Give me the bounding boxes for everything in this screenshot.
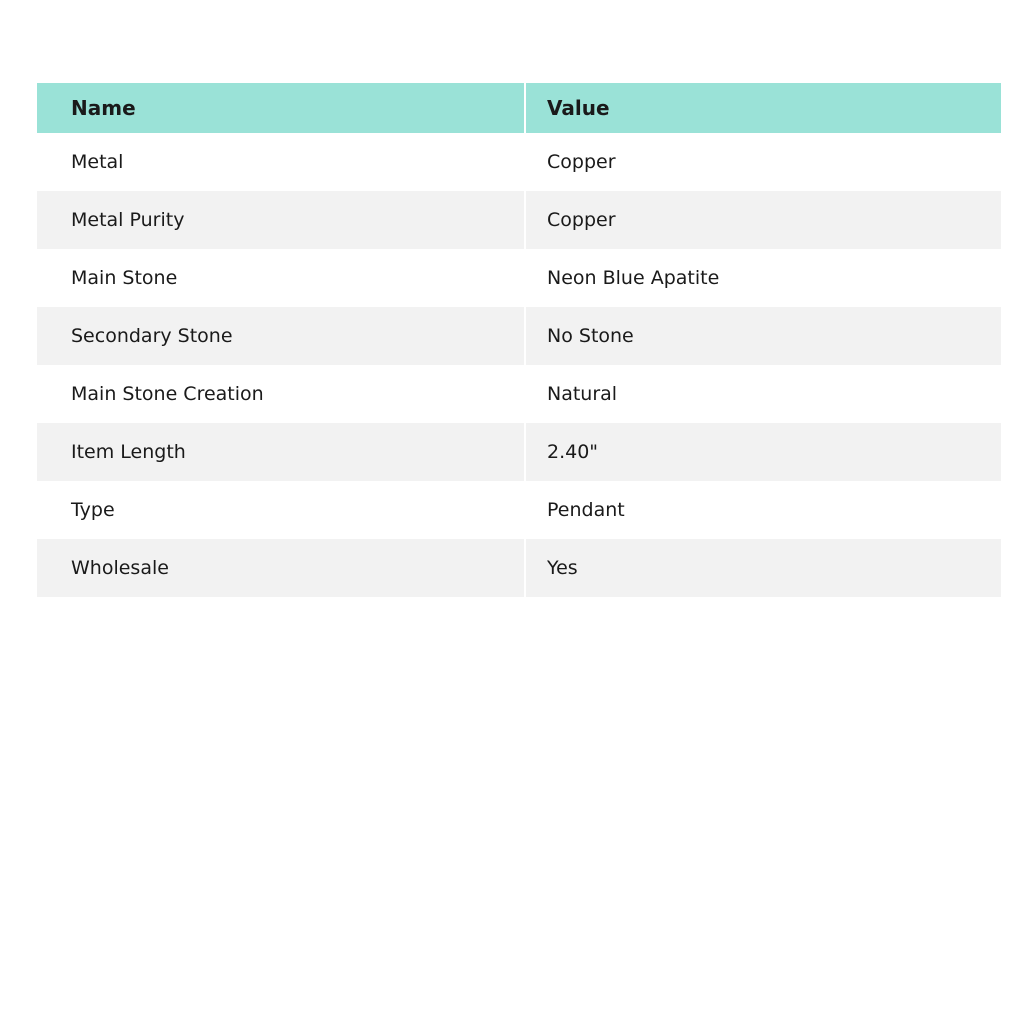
spec-name: Metal [37,133,524,191]
spec-name: Item Length [37,423,524,481]
spec-name: Type [37,481,524,539]
spec-name: Secondary Stone [37,307,524,365]
spec-name: Main Stone [37,249,524,307]
table-row [37,365,1001,423]
product-specifications [37,83,1001,597]
spec-value: Neon Blue Apatite [524,249,1001,307]
table-row [37,133,1001,191]
spec-value: No Stone [524,307,1001,365]
product-spec-table [37,83,1001,597]
column-header-name: Name [37,83,524,133]
table-header-row [37,83,1001,133]
table-row [37,423,1001,481]
spec-value: Yes [524,539,1001,597]
table-row [37,249,1001,307]
spec-value: Copper [524,191,1001,249]
table-row [37,191,1001,249]
spec-value: Natural [524,365,1001,423]
spec-name: Main Stone Creation [37,365,524,423]
spec-value: Pendant [524,481,1001,539]
spec-value: 2.40" [524,423,1001,481]
spec-value: Copper [524,133,1001,191]
table-row [37,481,1001,539]
table-row [37,307,1001,365]
spec-name: Wholesale [37,539,524,597]
table-row [37,539,1001,597]
spec-name: Metal Purity [37,191,524,249]
column-header-value: Value [524,83,1001,133]
